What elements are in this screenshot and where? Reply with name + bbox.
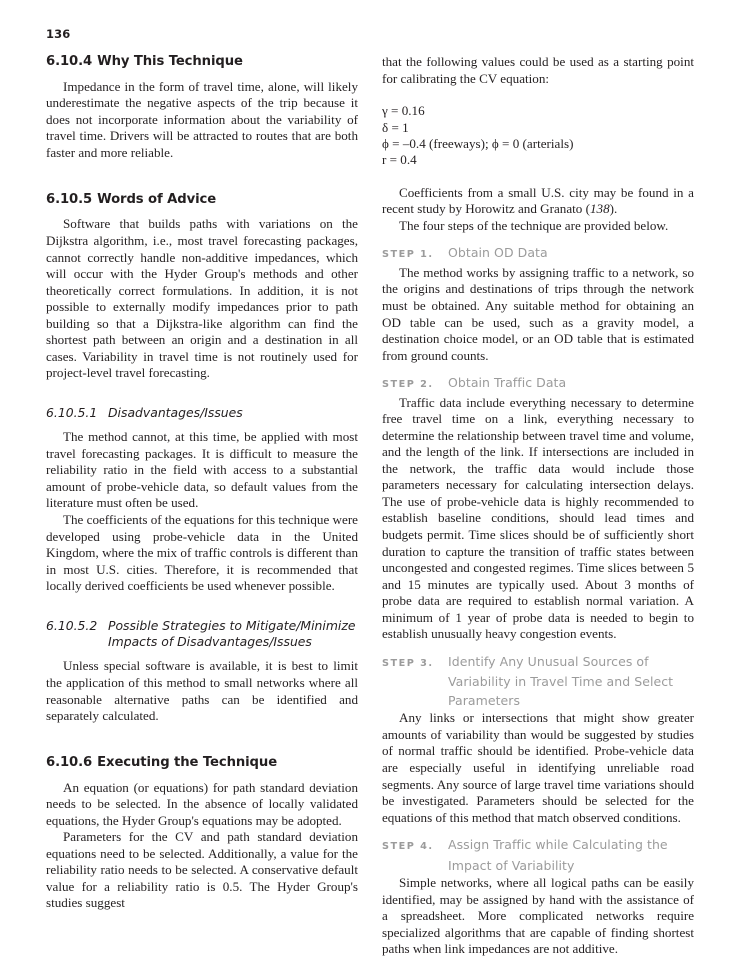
paragraph-coefficients-citation (382, 185, 694, 218)
heading-6-10-5-1 (46, 405, 358, 421)
paragraph-disadvantages-2: The coefficients of the equations for this technique were developed using probe-vehicle data in the United Kingdom, where the mix of traffic controls is different than in most U.S. cities. Therefore, it is recommended that locally derived coefficients be used whenever possible. (46, 512, 358, 594)
heading-6-10-5-1-number: 6.10.5.1 (46, 404, 98, 420)
heading-6-10-5-1-title: Disadvantages/Issues (108, 404, 243, 420)
heading-6-10-6 (46, 755, 358, 771)
step-3-title: Identify Any Unusual Sources of Variability in Travel Time and Select Parameters (448, 653, 674, 708)
step-1-title: Obtain OD Data (448, 245, 548, 261)
paragraph-step-3-body: Any links or intersections that might show greater amounts of variability than would be suggested by studies of normal traffic should be identified. Probe-vehicle data are especially useful in identifying unreliable road segments. Any source of large travel time variations should be investigated. Parameters should be selected for the equations of this method that match observed conditions. (382, 710, 694, 825)
right-column (382, 54, 694, 958)
step-heading-4 (382, 835, 694, 874)
paragraph-mitigate-strategies: Unless special software is available, it is best to limit the application of this method to small networks where all reasonable alternative paths can be identified and separately calculated. (46, 658, 358, 724)
spacer (382, 364, 694, 373)
step-heading-2 (382, 373, 694, 394)
heading-6-10-5-2 (46, 618, 358, 651)
paragraph-continued-calibration: that the following values could be used as a starting point for calibrating the CV equation: (382, 54, 694, 86)
step-heading-3 (382, 652, 694, 710)
spacer (382, 234, 694, 243)
spacer (46, 162, 358, 192)
spacer (382, 87, 694, 103)
paragraph-why-this-technique: Impedance in the form of travel time, alone, will likely underestimate the negative aspects of the trip because it does not incorporate information about the variability of travel time. Drivers will be attracted to routes that are both faster and more reliable. (46, 78, 358, 161)
heading-6-10-5 (46, 192, 358, 208)
step-1-label: STEP 1. (382, 249, 434, 261)
heading-6-10-5-2-number: 6.10.5.2 (46, 617, 98, 633)
spacer (382, 169, 694, 185)
step-4-title: Assign Traffic while Calculating the Impact of Variability (448, 837, 668, 873)
paragraph-disadvantages-1: The method cannot, at this time, be applied with most travel forecasting packages. It is difficult to measure the reliability ratio in the field with access to a substantial amount of probe-vehicle data, so default values from the literature must often be used. (46, 429, 358, 511)
equation-gamma: γ = 0.16 (382, 103, 425, 119)
step-2-label: STEP 2. (382, 379, 434, 391)
heading-6-10-5-title: Words of Advice (97, 191, 217, 207)
equation-r: r = 0.4 (382, 152, 417, 168)
equation-list (382, 103, 694, 169)
heading-6-10-5-number: 6.10.5 (46, 191, 93, 207)
paragraph-executing-2: Parameters for the CV and path standard deviation equations need to be selected. Additionally, a value for the reliability ratio needs to be selected. A conservative default value for a reliability ratio is 0.5. The Hyder Group's studies suggest (46, 829, 358, 911)
heading-6-10-4 (46, 54, 358, 70)
paragraph-words-of-advice: Software that builds paths with variations on the Dijkstra algorithm, i.e., most travel forecasting packages, cannot correctly handle non-additive impedances, which will occur with the Hyder Group's methods and other theoretically correct formulations. In addition, it is not possible to externally modify impedances prior to path building so that a Dijkstra-like algorithm can find the shortest path between an origin and a destination in all cases. Variability in travel time is not routinely used for project-level travel forecasting. (46, 216, 358, 381)
spacer (46, 595, 358, 618)
heading-6-10-5-2-title: Possible Strategies to Mitigate/Minimize Impacts of Disadvantages/Issues (108, 617, 356, 650)
spacer (382, 826, 694, 835)
citation-text-lead: Coefficients from a small U.S. city may be found in a recent study by Horowitz and Granato ( (382, 184, 694, 217)
step-3-label: STEP 3. (382, 657, 434, 669)
paragraph-step-2-body: Traffic data include everything necessary to determine free travel time on a link, everything necessary to determine the relationship between travel time and volume, and the length of the link. If intersections are included in the network, the traffic data would include those parameters necessary for calculating intersection delays. The use of probe-vehicle data is highly recommended to establish baseline conditions, should lead times and budgets permit. Time slices should be of sufficiently short duration to capture the transition of traffic states between uncongested and congested regimes. Time slices between 5 and 15 minutes are typically used. About 3 months of probe data are required to establish normal variation. A minimum of 1 year of probe data is needed to begin to establish unusually heavy congestion events. (382, 394, 694, 642)
paragraph-step-1-body: The method works by assigning traffic to a network, so the origins and destinations of trips through the network must be obtained. Any suitable method for obtaining an OD table can be used, such as a gravity model, a destination choice model, or an OD table that is estimated from ground counts. (382, 264, 694, 363)
equation-delta: δ = 1 (382, 119, 409, 135)
step-2-title: Obtain Traffic Data (448, 375, 567, 391)
paragraph-step-4-body: Simple networks, where all logical paths can be easily identified, may be assigned by hand with the assistance of a spreadsheet. More complicated networks require specialized algorithms that are capable of finding shortest paths when link impedances are not additive. (382, 875, 694, 957)
citation-number: 138 (589, 201, 610, 217)
paragraph-four-steps-intro: The four steps of the technique are provided below. (399, 217, 669, 233)
left-column (46, 54, 358, 912)
paragraph-executing-1: An equation (or equations) for path standard deviation needs to be selected. In the absence of locally validated equations, the Hyder Group's equations may be adopted. (46, 779, 358, 828)
equation-phi: ϕ = –0.4 (freeways); ϕ = 0 (arterials) (382, 135, 574, 151)
step-heading-1 (382, 243, 694, 264)
spacer (382, 643, 694, 652)
heading-6-10-4-number: 6.10.4 (46, 54, 93, 69)
heading-6-10-6-number: 6.10.6 (46, 754, 93, 770)
page-number: 136 (46, 27, 71, 41)
citation-text-tail: ). (609, 201, 618, 217)
two-column-body (0, 54, 750, 957)
heading-6-10-6-title: Executing the Technique (97, 754, 278, 770)
spacer (46, 382, 358, 405)
step-4-label: STEP 4. (382, 841, 434, 853)
heading-6-10-4-title: Why This Technique (97, 54, 243, 69)
spacer (46, 725, 358, 755)
